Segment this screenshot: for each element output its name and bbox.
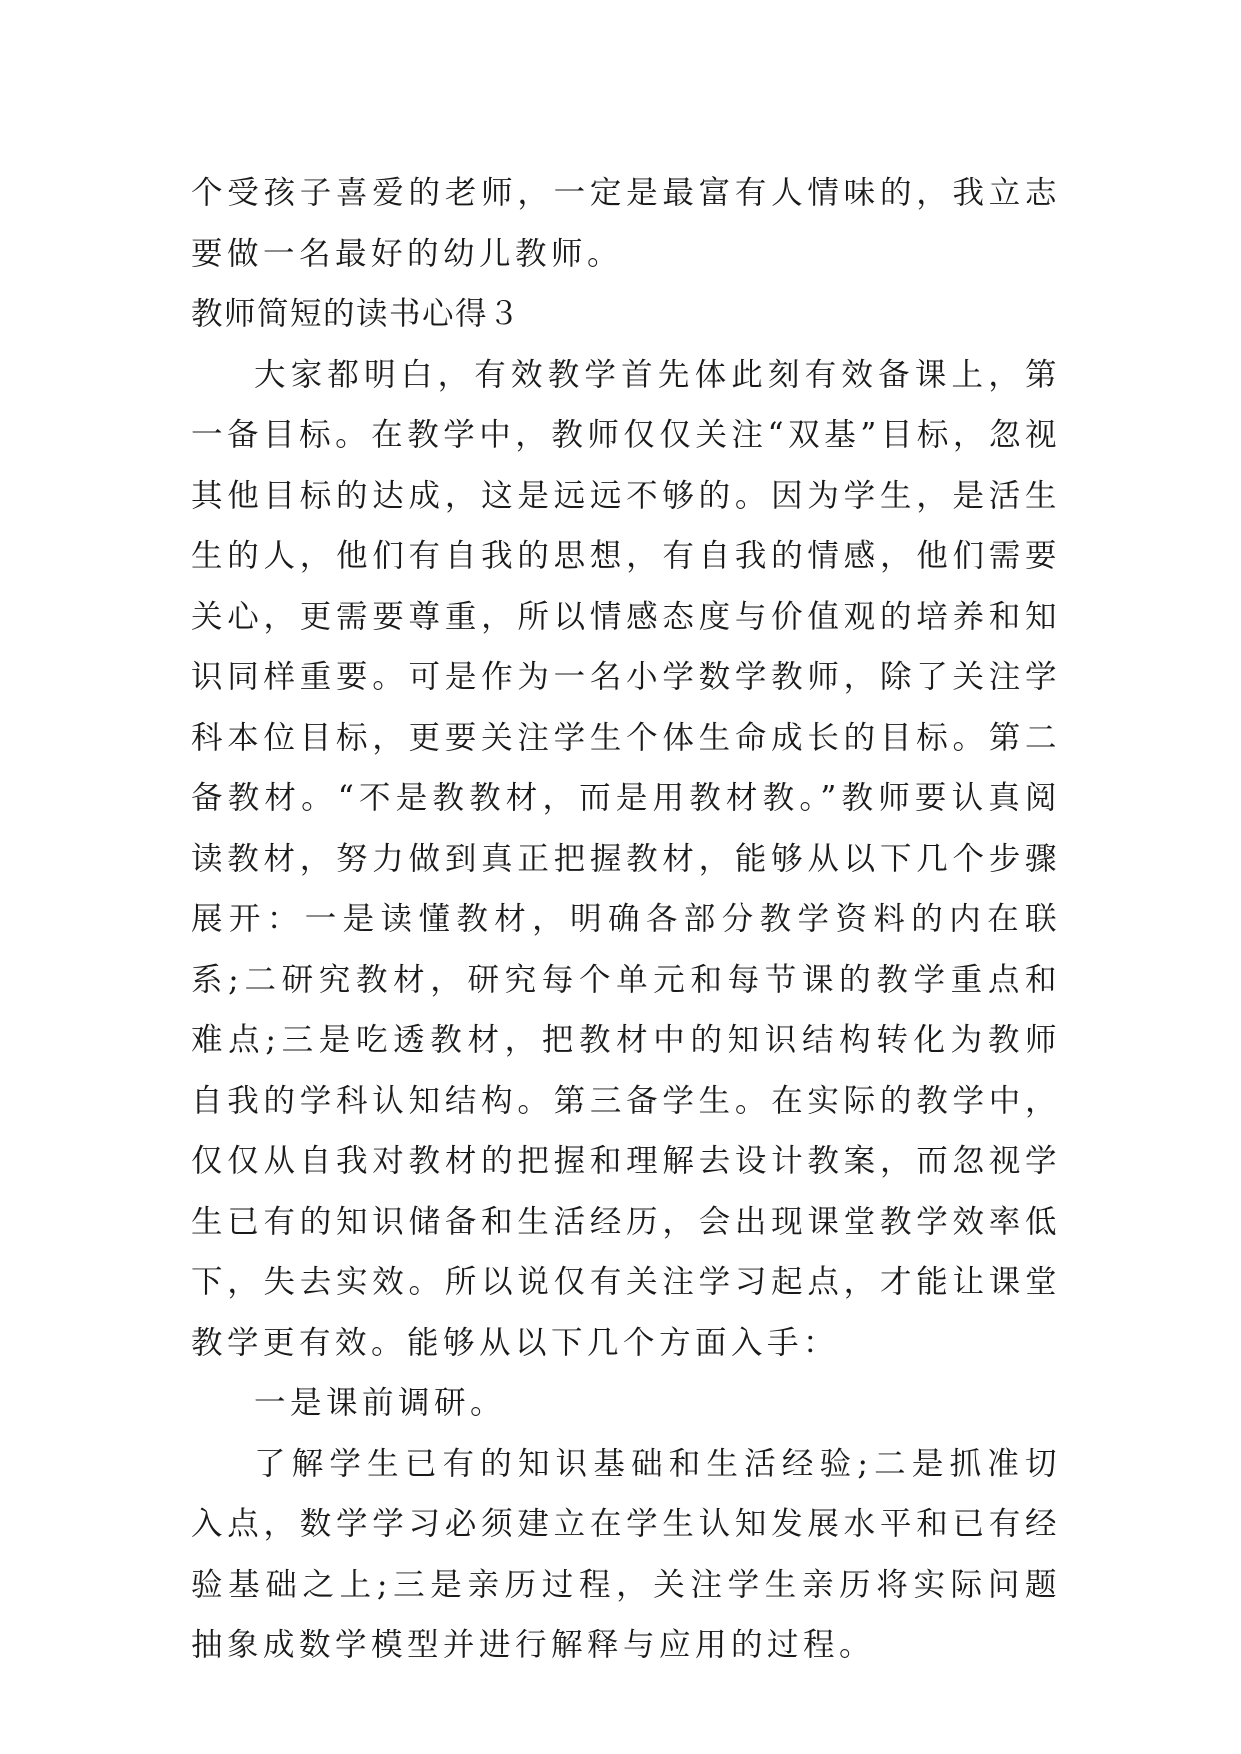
paragraph: 大家都明白，有效教学首先体此刻有效备课上，第一备目标。在教学中，教师仅仅关注“双基”目标，忽视其他目标的达成，这是远远不够的。因为学生，是活生生的人，他们有自我的思想，有自我的情感，他们需要关心，更需要尊重，所以情感态度与价值观的培养和知识同样重要。可是作为一名小学数学教师，除了关注学科本位目标，更要关注学生个体生命成长的目标。第二备教材。“不是教教材，而是用教材教。”教师要认真阅读教材，努力做到真正把握教材，能够从以下几个步骤展开：一是读懂教材，明确各部分教学资料的内在联系;二研究教材，研究每个单元和每节课的教学重点和难点;三是吃透教材，把教材中的知识结构转化为教师自我的学科认知结构。第三备学生。在实际的教学中，仅仅从自我对教材的把握和理解去设计教案，而忽视学生已有的知识储备和生活经历，会出现课堂教学效率低下，失去实效。所以说仅有关注学习起点，才能让课堂教学更有效。能够从以下几个方面入手： xyxy=(191,356,1061,1361)
paragraph: 了解学生已有的知识基础和生活经验;二是抓准切入点，数学学习必须建立在学生认知发展水平和已有经验基础之上;三是亲历过程，关注学生亲历将实际问题抽象成数学模型并进行解释与应用的过程。 xyxy=(191,1445,1061,1663)
paragraph: 一是课前调研。 xyxy=(254,1385,507,1421)
paragraph-continued: 个受孩子喜爱的老师，一定是最富有人情味的，我立志要做一名最好的幼儿教师。 xyxy=(191,175,1061,272)
section-heading: 教师简短的读书心得３ xyxy=(191,296,522,332)
document-body xyxy=(191,163,1061,1676)
